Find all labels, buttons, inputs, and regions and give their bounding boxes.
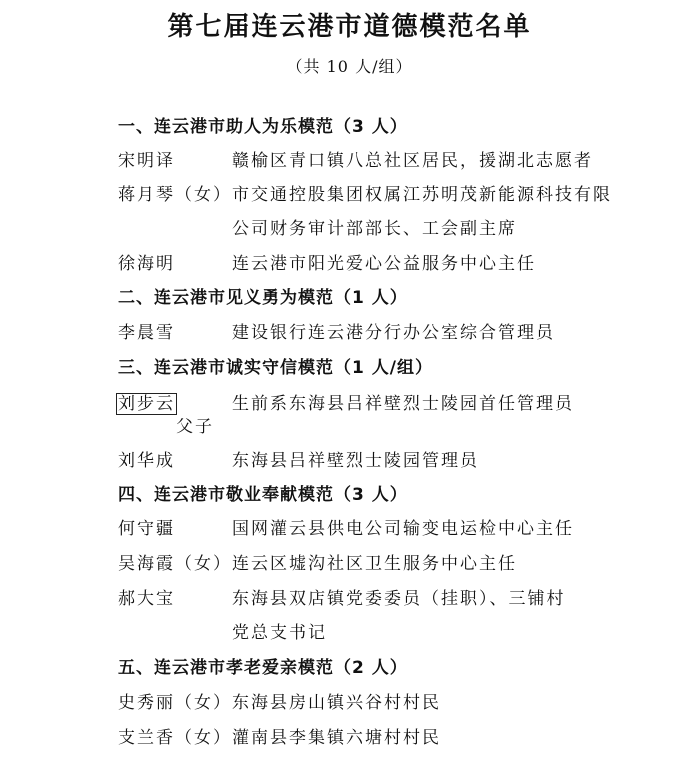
entry-description: 赣榆区青口镇八总社区居民，援湖北志愿者: [232, 151, 593, 171]
entry-name: 支兰香（女）: [118, 728, 232, 748]
entry-name: 李晨雪: [118, 323, 175, 343]
entry-name: 徐海明: [118, 254, 175, 274]
section-heading-dedication: 四、连云港市敬业奉献模范（3 人）: [118, 485, 408, 505]
relation-label: 父子: [176, 417, 214, 437]
document-subtitle: （共 10 人/组）: [286, 57, 413, 76]
entry-description-continued: 公司财务审计部部长、工会副主席: [232, 219, 517, 239]
entry-description: 连云港市阳光爱心公益服务中心主任: [232, 254, 536, 274]
document-title: 第七届连云港市道德模范名单: [167, 12, 532, 42]
entry-description: 生前系东海县吕祥壁烈士陵园首任管理员: [232, 394, 574, 414]
section-heading-filial-piety: 五、连云港市孝老爱亲模范（2 人）: [118, 658, 408, 678]
section-heading-honesty: 三、连云港市诚实守信模范（1 人/组）: [118, 358, 433, 378]
entry-name: [118, 393, 177, 415]
entry-description: 建设银行连云港分行办公室综合管理员: [232, 323, 555, 343]
boxed-name: 刘步云: [118, 394, 175, 414]
entry-description-continued: 党总支书记: [232, 623, 327, 643]
entry-name: 刘华成: [118, 451, 175, 471]
entry-name: 吴海霞（女）: [118, 554, 232, 574]
entry-description: 东海县吕祥壁烈士陵园管理员: [232, 451, 479, 471]
section-heading-bravery: 二、连云港市见义勇为模范（1 人）: [118, 288, 408, 308]
entry-description: 连云区墟沟社区卫生服务中心主任: [232, 554, 517, 574]
entry-name: 史秀丽（女）: [118, 693, 232, 713]
entry-name: 郝大宝: [118, 589, 175, 609]
entry-name: 何守疆: [118, 519, 175, 539]
entry-description: 灌南县李集镇六塘村村民: [232, 728, 441, 748]
entry-description: 国网灌云县供电公司输变电运检中心主任: [232, 519, 574, 539]
entry-name: 蒋月琴（女）: [118, 185, 232, 205]
entry-description: 东海县双店镇党委委员（挂职）、三铺村: [232, 589, 566, 609]
entry-description: 市交通控股集团权属江苏明茂新能源科技有限: [232, 185, 612, 205]
section-heading-helping-others: 一、连云港市助人为乐模范（3 人）: [118, 117, 408, 137]
entry-description: 东海县房山镇兴谷村村民: [232, 693, 441, 713]
entry-name: 宋明译: [118, 151, 175, 171]
